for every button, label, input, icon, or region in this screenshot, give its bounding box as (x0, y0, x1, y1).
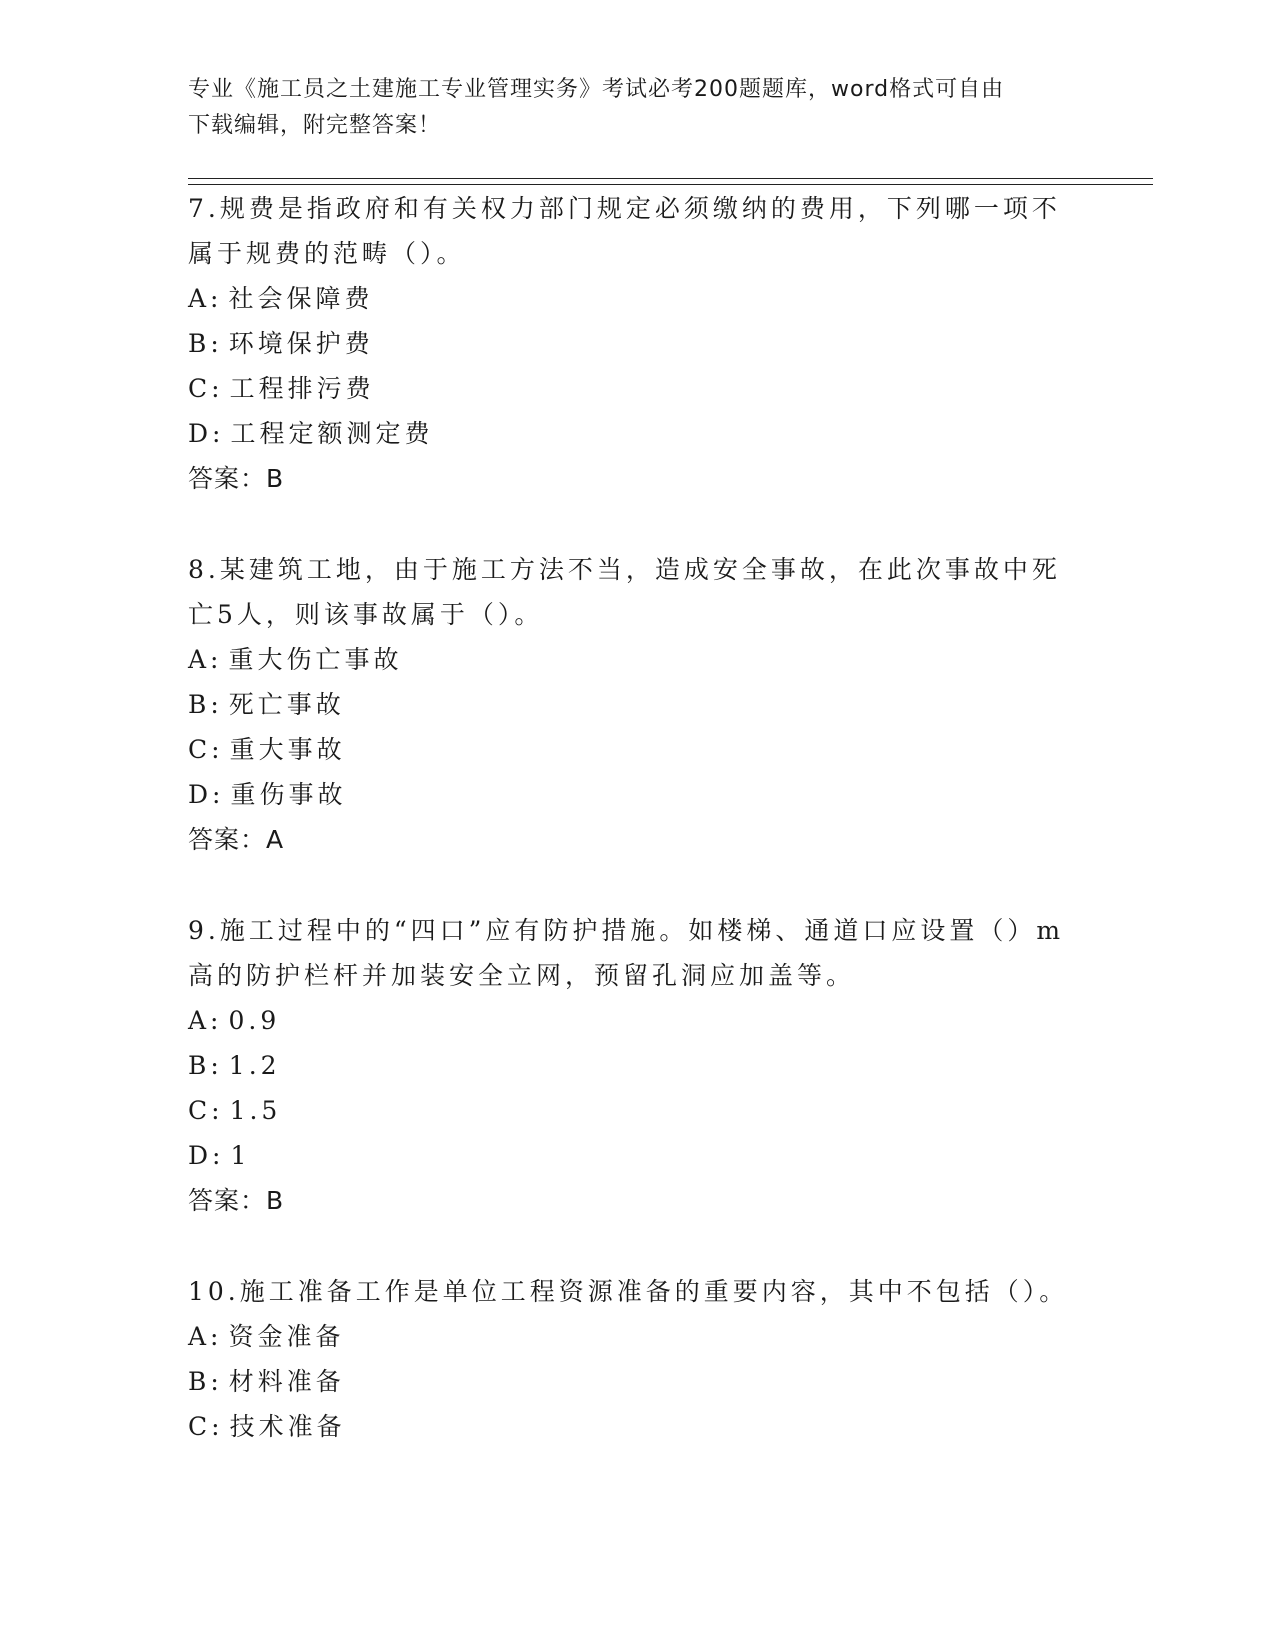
option-text: 资金准备 (228, 1322, 345, 1351)
option-text: 工程排污费 (229, 374, 375, 403)
option-a (188, 276, 1088, 321)
question-8 (188, 547, 1088, 862)
option-text: 1.2 (228, 1051, 281, 1080)
option-text: 工程定额测定费 (230, 419, 434, 448)
option-key: A: (188, 1006, 223, 1035)
option-text: 技术准备 (229, 1412, 346, 1441)
option-key: C: (188, 1412, 224, 1441)
question-stem-line: 8.某建筑工地，由于施工方法不当，造成安全事故，在此次事故中死 (188, 555, 1061, 584)
option-key: C: (188, 374, 224, 403)
option-c (188, 1404, 1088, 1449)
option-text: 死亡事故 (228, 690, 345, 719)
option-d (188, 772, 1088, 817)
option-key: B: (188, 690, 223, 719)
option-b (188, 1043, 1088, 1088)
document-header (188, 72, 1068, 144)
option-text: 0.9 (228, 1006, 281, 1035)
question-10 (188, 1269, 1088, 1449)
option-key: B: (188, 1367, 223, 1396)
question-7 (188, 186, 1088, 501)
header-divider-bottom (188, 184, 1153, 185)
question-stem-line: 7.规费是指政府和有关权力部门规定必须缴纳的费用，下列哪一项不 (188, 194, 1061, 223)
question-list (188, 186, 1088, 1495)
option-key: A: (188, 1322, 223, 1351)
option-b (188, 682, 1088, 727)
option-b (188, 1359, 1088, 1404)
option-key: A: (188, 284, 223, 313)
option-key: C: (188, 1096, 224, 1125)
header-line-2: 下载编辑，附完整答案！ (188, 113, 442, 138)
option-text: 材料准备 (228, 1367, 345, 1396)
question-stem-line: 属于规费的范畴（）。 (188, 239, 466, 268)
option-text: 社会保障费 (228, 284, 374, 313)
option-key: B: (188, 329, 223, 358)
option-key: A: (188, 645, 223, 674)
option-key: D: (188, 780, 225, 809)
question-9 (188, 908, 1088, 1223)
option-key: D: (188, 419, 225, 448)
answer-line: 答案：A (188, 825, 285, 854)
option-text: 环境保护费 (228, 329, 374, 358)
question-stem-line: 10.施工准备工作是单位工程资源准备的重要内容，其中不包括（）。 (188, 1277, 1069, 1306)
option-text: 1.5 (229, 1096, 282, 1125)
question-stem-line: 高的防护栏杆并加装安全立网，预留孔洞应加盖等。 (188, 961, 856, 990)
option-a (188, 637, 1088, 682)
option-d (188, 1133, 1088, 1178)
option-c (188, 727, 1088, 772)
option-text: 重大事故 (229, 735, 346, 764)
option-key: C: (188, 735, 224, 764)
option-text: 1 (230, 1141, 251, 1170)
option-a (188, 1314, 1088, 1359)
option-c (188, 366, 1088, 411)
header-line-1: 专业《施工员之土建施工专业管理实务》考试必考200题题库，word格式可自由 (188, 77, 1005, 102)
option-a (188, 998, 1088, 1043)
question-stem-line: 亡5人，则该事故属于（）。 (188, 600, 544, 629)
option-text: 重伤事故 (230, 780, 347, 809)
option-b (188, 321, 1088, 366)
answer-line: 答案：B (188, 1186, 285, 1215)
option-c (188, 1088, 1088, 1133)
header-divider-top (188, 178, 1153, 179)
option-d (188, 411, 1088, 456)
answer-line: 答案：B (188, 464, 285, 493)
option-key: B: (188, 1051, 223, 1080)
option-key: D: (188, 1141, 225, 1170)
question-stem-line: 9.施工过程中的“四口”应有防护措施。如楼梯、通道口应设置（）m (188, 916, 1065, 945)
option-text: 重大伤亡事故 (228, 645, 403, 674)
